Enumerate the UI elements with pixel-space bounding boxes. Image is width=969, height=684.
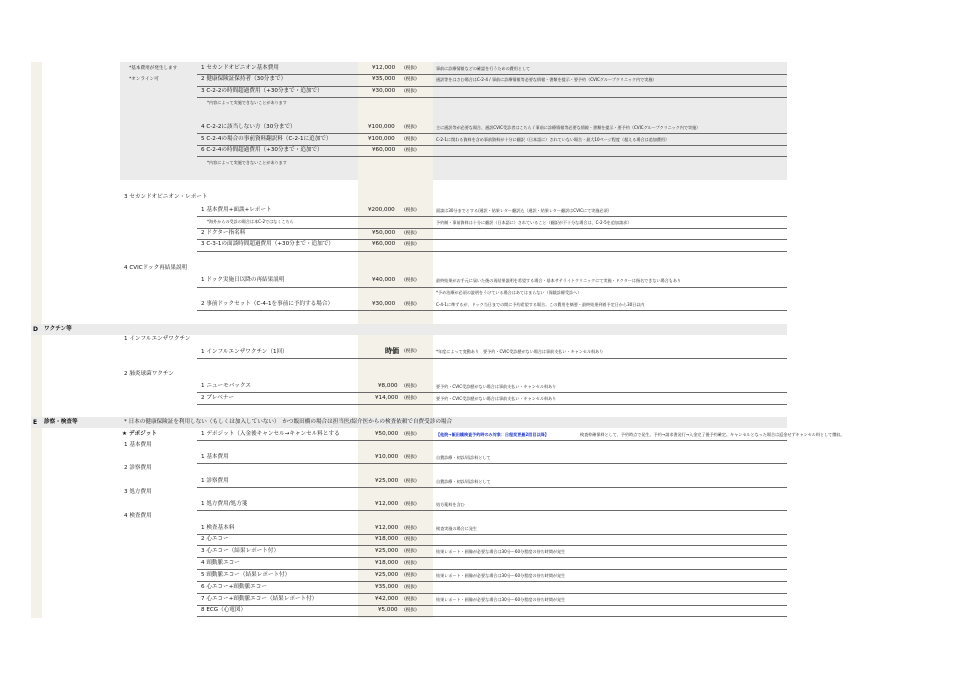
row-divider	[197, 310, 787, 311]
item-label: 8 ECG（心電図）	[201, 607, 247, 613]
item-label: 3 C-3-1の面談時間超過費用（+30分まで・追加で）	[201, 241, 334, 247]
item-label: 2 プレベナー	[201, 395, 235, 401]
tax-label: (税抜)	[404, 278, 417, 283]
price: ¥60,000	[372, 241, 396, 247]
note: 処方薬料を含む	[436, 502, 465, 507]
row-divider	[197, 133, 787, 134]
tax-label: (税抜)	[404, 125, 417, 130]
tax-label: (税抜)	[404, 561, 417, 566]
tax-label: (税抜)	[404, 349, 417, 354]
row-divider	[197, 74, 787, 75]
note: *年度によって変動あり 要予約・CVIC受診歴がない場合は事前支払い・キャンセル料あり	[436, 349, 604, 354]
section-e-letter: E	[33, 419, 38, 426]
item-label: 5 頸動脈エコー（結果レポート付）	[201, 572, 291, 578]
price: ¥12,000	[372, 65, 396, 71]
item-label: 1 検査基本料	[201, 525, 235, 531]
note: 予約制・事前資料は十分に翻訳（日本語に）されていること（翻訳が不十分な場合は、C-2-5を追加請求）	[436, 220, 632, 225]
row-divider	[197, 557, 787, 558]
price: ¥35,000	[372, 76, 396, 82]
row-divider	[197, 487, 787, 488]
tax-label: (税抜)	[404, 302, 417, 307]
note: 自費診療・初診/再診料として	[436, 479, 491, 484]
price: ¥35,000	[375, 584, 399, 590]
item-label: 1 処方費用/処方箋	[201, 501, 248, 507]
e-group-header: 1 基本費用	[124, 442, 152, 448]
side-note-online: *オンライン可	[129, 77, 159, 82]
tax-label: (税抜)	[404, 597, 417, 602]
item-label: 1 セカンドオピニオン基本費用	[201, 65, 279, 71]
price: ¥10,000	[375, 454, 399, 460]
item-label: 2 ドクター指名料	[201, 230, 246, 236]
tax-label: (税抜)	[404, 148, 417, 153]
row-divider	[197, 545, 787, 546]
row-divider	[197, 440, 787, 441]
tax-label: (税抜)	[404, 608, 417, 613]
item-label: 1 デポジット（入金後キャンセル→キャンセル料とする	[201, 431, 340, 437]
tax-label: (税抜)	[404, 585, 417, 590]
tax-label: (税抜)	[404, 89, 417, 94]
item-label: 3 心エコー（結果レポート付）	[201, 548, 280, 554]
row-divider	[197, 228, 787, 229]
row-divider	[197, 463, 787, 464]
item-label: 4 頸動脈エコー	[201, 560, 240, 566]
tax-label: (税抜)	[404, 208, 417, 213]
price: ¥25,000	[375, 478, 399, 484]
price: ¥12,000	[375, 501, 399, 507]
small-note: *内容によって実施できないことがあります	[207, 100, 287, 105]
row-divider	[197, 86, 787, 87]
price: ¥60,000	[372, 147, 396, 153]
note: 結果レポート・画像が必要な場合は30分〜60分程度の待ち時間が発生	[436, 573, 566, 578]
c4-sub-note: *予め治療が必須の説明をうけている場合はあてはまらない（保険診療受診へ）	[436, 290, 582, 295]
note: 通訳等をはさむ場合はC-2-4 / 事前に診療情報等必要な情報・書類を提示・要予約（CVICグループクリニック内で実施）	[436, 77, 657, 82]
price: ¥30,000	[372, 88, 396, 94]
row-divider	[197, 358, 787, 359]
tax-label: (税抜)	[404, 396, 417, 401]
row-divider	[197, 97, 787, 98]
item-label: 7 心エコー+頸動脈エコー（結果レポート付）	[201, 596, 318, 602]
row-divider	[197, 216, 787, 217]
row-divider	[197, 404, 787, 405]
tax-label: (税抜)	[404, 384, 417, 389]
row-divider	[197, 251, 787, 252]
price: ¥100,000	[368, 124, 395, 130]
small-note: *内容によって実施できないことがあります	[207, 160, 287, 165]
row-divider	[197, 569, 787, 570]
item-label: 1 基本費用	[201, 454, 229, 460]
tax-label: (税抜)	[404, 77, 417, 82]
tax-label: (税抜)	[404, 231, 417, 236]
note: 主に通訳等が必要な場合、通訳CVIC受診者はこちら / 事前に診療情報等必要な情報・書類を提示・要予約（CVICグループクリニック内で実施）	[436, 125, 701, 130]
item-label: 3 C-2-2の時間超過費用（+30分まで・追加で）	[201, 88, 323, 94]
tax-label: (税抜)	[404, 66, 417, 71]
price: ¥50,000	[375, 431, 399, 437]
row-divider	[197, 593, 787, 594]
note: 自費診療・初診/再診料として	[436, 455, 491, 460]
section-d-letter: D	[33, 326, 38, 333]
price: ¥18,000	[375, 536, 399, 542]
price: ¥5,000	[378, 607, 398, 613]
price: ¥14,000	[375, 395, 399, 401]
tax-label: (税抜)	[404, 526, 417, 531]
note: 要予約・CVIC受診歴がない場合は事前支払い・キャンセル料あり	[436, 396, 557, 401]
tax-label: (税抜)	[404, 432, 417, 437]
item-label: 2 心エコー	[201, 536, 229, 542]
item-label: 6 C-2-4の時間超過費用（+30分まで・追加で）	[201, 147, 323, 153]
price: ¥25,000	[375, 572, 399, 578]
note: 結果レポート・画像が必要な場合は30分〜60分程度の待ち時間が発生	[436, 597, 566, 602]
row-divider	[197, 616, 787, 617]
item-label: 4 C-2-2に該当しない方（30分まで）	[201, 124, 296, 130]
item-label: 6 心エコー+頸動脈エコー	[201, 584, 267, 590]
section-d-band	[31, 324, 787, 335]
note: 検査枠確保料として、予約時点で発生。予約→請求書発行→入金完了後予約確定。キャンセルとなった場合は返金せずキャンセル料として徴収。	[580, 432, 845, 437]
item-label: 1 基本費用+面談+レポート	[201, 207, 272, 213]
item-label: 2 事前ドックセット（C-4-1を事前に予約する場合）	[201, 301, 334, 307]
tax-label: (税抜)	[404, 242, 417, 247]
item-label: 1 インフルエンザワクチン（1回）	[201, 349, 288, 355]
item-label: 1 診察費用	[201, 478, 229, 484]
tax-label: (税抜)	[404, 455, 417, 460]
price: ¥100,000	[368, 136, 395, 142]
price: ¥18,000	[375, 560, 399, 566]
item-label: 1 ニューモバックス	[201, 383, 252, 389]
e-group-header: 3 処方費用	[124, 489, 152, 495]
row-divider	[197, 581, 787, 582]
tax-label: (税抜)	[404, 573, 417, 578]
row-divider	[197, 534, 787, 535]
row-divider	[197, 287, 787, 288]
price: 時価	[385, 347, 399, 355]
row-divider	[197, 605, 787, 606]
row-divider	[197, 239, 787, 240]
row-divider	[197, 510, 787, 511]
section-e-title: 診察・検査等	[44, 419, 78, 425]
left-strip	[31, 62, 42, 618]
tax-label: (税抜)	[404, 537, 417, 542]
tax-label: (税抜)	[404, 549, 417, 554]
price: ¥200,000	[368, 207, 395, 213]
price: ¥30,000	[372, 301, 396, 307]
note: 面談は30分までとする/通訳・結果レター翻訳込（通訳・結果レター翻訳はCVICにて実施必須）	[436, 208, 612, 213]
item-label: 5 C-2-4の場合の事前資料翻訳料（C-2-1に追加で）	[201, 136, 332, 142]
deposit-label: ★ デポジット	[122, 431, 157, 437]
price: ¥25,000	[375, 548, 399, 554]
c3-sub-note: *海外からの受診の場合は本C-2ではなくこちら	[207, 219, 294, 224]
tax-label: (税抜)	[404, 137, 417, 142]
note: 検査実施の場合に発生	[436, 526, 477, 531]
price: ¥50,000	[372, 230, 396, 236]
item-label: 2 健康保険証保持者（30分まで）	[201, 76, 287, 82]
price: ¥8,000	[378, 383, 398, 389]
c4-header: 4 CVICドック再結果説明	[124, 265, 188, 271]
deposit-note-highlight: 【他院→飯田橋検査予約時のみ対象：日程変更最2回目以降】	[436, 432, 549, 437]
price: ¥12,000	[375, 525, 399, 531]
row-divider	[197, 145, 787, 146]
note: 結果レポート・画像が必要な場合は30分〜60分程度の待ち時間が発生	[436, 549, 566, 554]
row-divider	[197, 156, 787, 157]
e-group-header: 2 診察費用	[124, 465, 152, 471]
item-label: 1 ドック実施日以降の再結果説明	[201, 277, 285, 283]
tax-label: (税抜)	[404, 502, 417, 507]
d-group-header: 1 インフルエンザワクチン	[124, 336, 191, 342]
note: C-2-1に関わる資料を含め事前資料が十分に翻訳（日本語に）されていない場合・最大10ページ程度（超える場合は追加費用）	[436, 137, 670, 142]
section-d-title: ワクチン等	[44, 326, 72, 332]
note: 要予約・CVIC受診歴がない場合は事前支払い・キャンセル料あり	[436, 384, 557, 389]
tax-label: (税抜)	[404, 479, 417, 484]
note: 最終結果がお手元に届いた後の再結果説明を希望する場合・基本サテライトクリニックにて実施・ドクターは指名できない場合もあり	[436, 278, 682, 283]
row-divider	[197, 392, 787, 393]
note: 事前に診療情報などの確認を行うための費用として	[436, 66, 531, 71]
d-group-header: 2 肺炎球菌ワクチン	[124, 371, 174, 377]
c3-header: 3 セカンドオピニオン・レポート	[124, 194, 208, 200]
section-e-banner: * 日本の健康保険証を利用しない（もしくは加入していない） かつ飯田橋の場合は担当医/紹介医からの検査依頼で自費受診の場合	[124, 419, 453, 425]
e-group-header: 4 検査費用	[124, 513, 152, 519]
price: ¥40,000	[372, 277, 396, 283]
price: ¥42,000	[375, 596, 399, 602]
side-note-basic-fee: *基本費用が発生します	[129, 66, 178, 71]
note: C-4-1に準ずるが、ドック当日までの間に予約希望する場合。この費用を摘要・最終結果到着予定日から30日以内	[436, 302, 645, 307]
